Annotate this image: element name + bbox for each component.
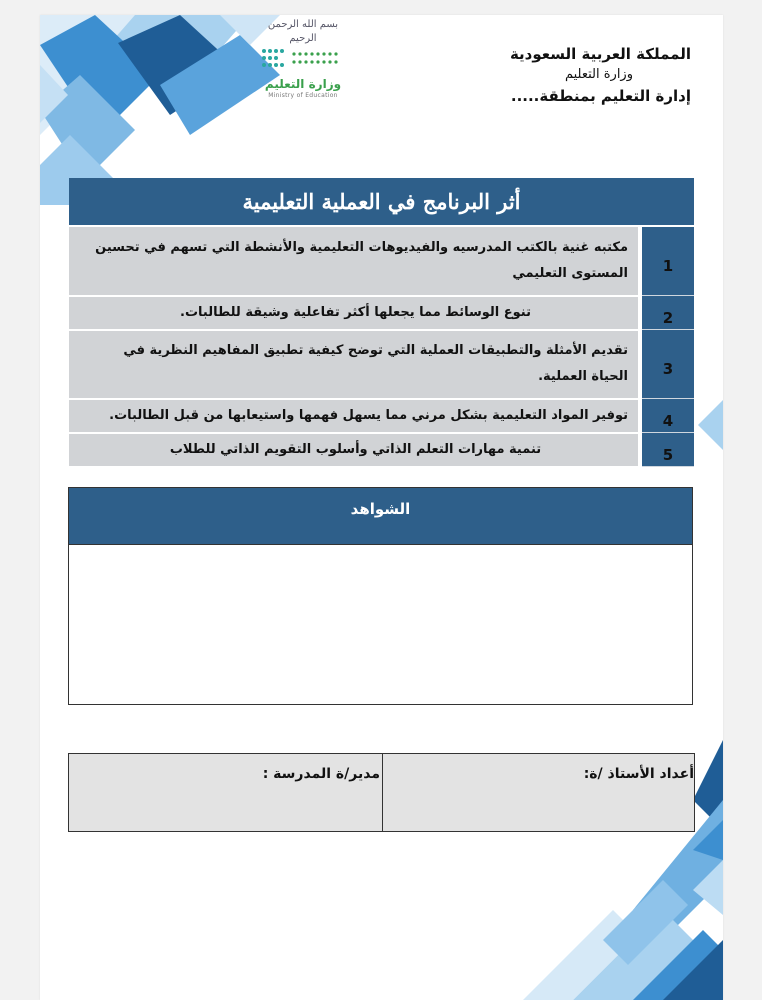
impact-table [69, 178, 694, 468]
ministry-logo [253, 18, 353, 100]
table-row [69, 296, 694, 330]
row-number: 3 [642, 330, 694, 399]
table-row [69, 399, 694, 433]
row-number: 2 [642, 296, 694, 330]
ministry-name: وزارة التعليم [564, 67, 633, 82]
table-row [69, 433, 694, 467]
principal-label: مدير/ة المدرسة : [262, 766, 380, 782]
evidence-box [68, 487, 693, 705]
row-number: 4 [642, 399, 694, 433]
row-number: 5 [642, 433, 694, 467]
row-number: 1 [642, 226, 694, 296]
table-row [69, 226, 694, 296]
document-header [431, 43, 691, 107]
evidence-content-area[interactable] [69, 545, 692, 705]
logo-dots-icon [258, 46, 348, 70]
logo-name-ar: وزارة التعليم [264, 77, 342, 91]
row-text: تنمية مهارات التعلم الذاتي وأسلوب التقويم الذاتي للطلاب [69, 433, 638, 467]
row-text: تنوع الوسائط مما يجعلها أكثر تفاعلية وشيقة للطالبات. [69, 296, 638, 330]
logo-name-en: Ministry of Education [268, 92, 338, 99]
right-diamond-decoration [695, 400, 723, 450]
basmala-text: بسم الله الرحمن الرحيم [267, 19, 339, 44]
kingdom-name: المملكة العربية السعودية [509, 45, 691, 63]
table-row [69, 330, 694, 399]
row-text: مكتبه غنية بالكتب المدرسيه والفيديوهات التعليمية والأنشطة التي تسهم في تحسين المستوى التعليمي [69, 226, 638, 296]
document-page [40, 15, 723, 1000]
teacher-label: أعداد الأستاذ /ة: [583, 766, 694, 782]
row-text: تقديم الأمثلة والتطبيقات العملية التي توضح كيفية تطبيق المفاهيم النظرية في الحياة العملية. [69, 330, 638, 399]
evidence-title: الشواهد [69, 488, 692, 545]
signature-table [68, 753, 695, 832]
principal-signature-cell[interactable] [69, 754, 382, 831]
teacher-signature-cell[interactable] [382, 754, 694, 831]
impact-table-title: أثر البرنامج في العملية التعليمية [69, 178, 694, 226]
row-text: توفير المواد التعليمية بشكل مرني مما يسهل فهمها واستيعابها من قبل الطالبات. [69, 399, 638, 433]
directorate-name: إدارة التعليم بمنطقة..... [510, 87, 691, 105]
